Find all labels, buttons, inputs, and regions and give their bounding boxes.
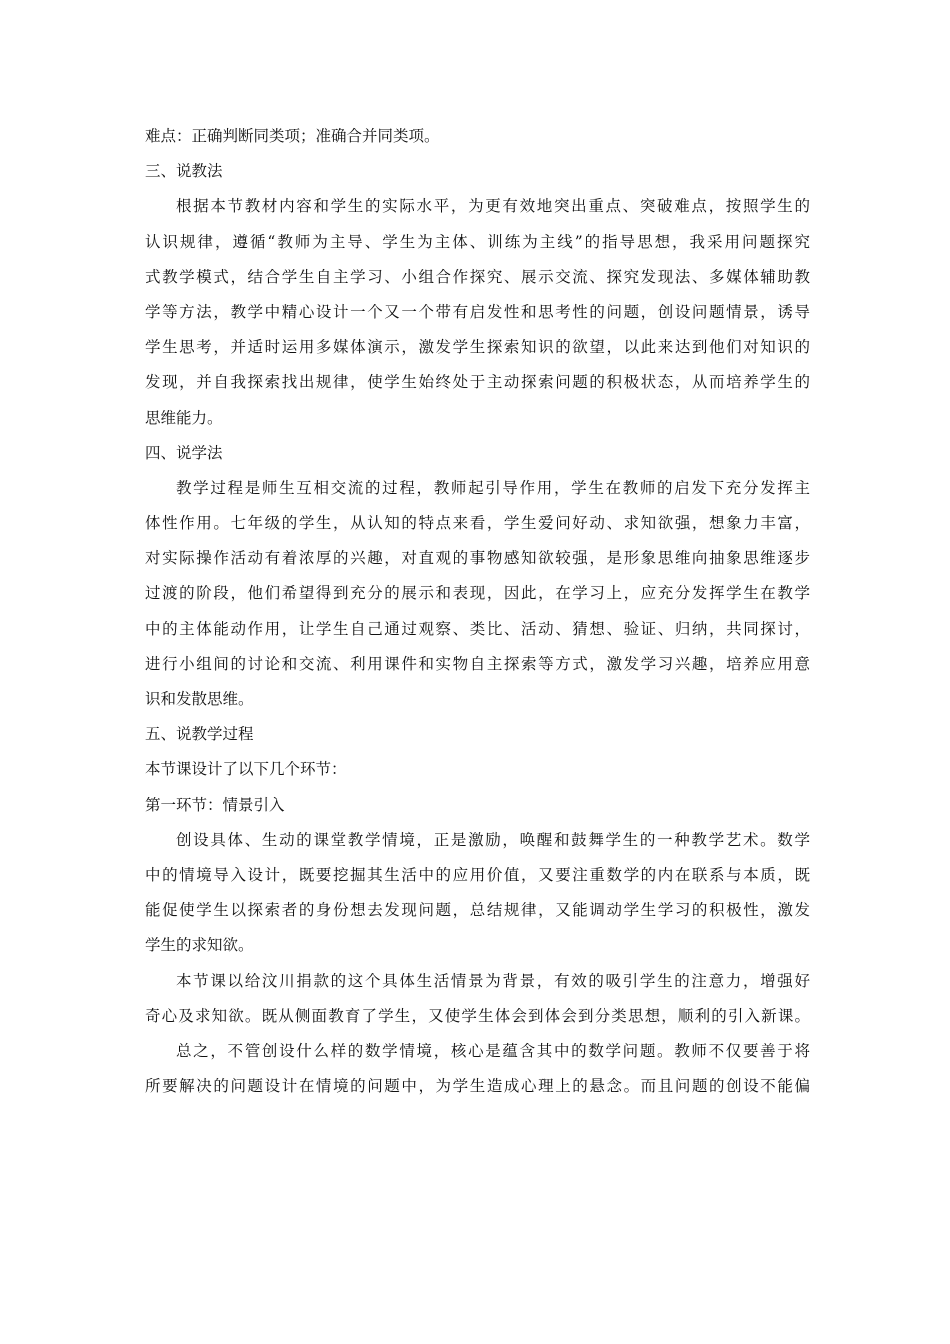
- text-line: 能促使学生以探索者的身份想去发现问题，总结规律，又能调动学生学习的积极性，激发: [145, 901, 810, 920]
- text-line: 教学过程是师生互相交流的过程，教师起引导作用，学生在教师的启发下充分发挥主: [176, 478, 810, 497]
- text-line: 发现，并自我探索找出规律，使学生始终处于主动探索问题的积极状态，从而培养学生的: [145, 373, 810, 392]
- text-line: 根据本节教材内容和学生的实际水平，为更有效地突出重点、突破难点，按照学生的: [176, 197, 810, 216]
- text-line: 创设具体、生动的课堂教学情境，正是激励，唤醒和鼓舞学生的一种教学艺术。数学: [176, 830, 810, 849]
- text-line: 中的主体能动作用，让学生自己通过观察、类比、活动、猜想、验证、归纳，共同探讨，: [145, 619, 810, 638]
- section-heading: 四、说学法: [145, 443, 223, 462]
- text-line: 式教学模式，结合学生自主学习、小组合作探究、展示交流、探究发现法、多媒体辅助教: [145, 267, 810, 286]
- text-line: 本节课以给汶川捐款的这个具体生活情景为背景，有效的吸引学生的注意力，增强好: [176, 971, 810, 990]
- text-line: 体性作用。七年级的学生，从认知的特点来看，学生爱问好动、求知欲强，想象力丰富，: [145, 514, 810, 533]
- text-line: 学生的求知欲。: [145, 936, 254, 955]
- text-line: 思维能力。: [145, 408, 223, 427]
- text-line: 进行小组间的讨论和交流、利用课件和实物自主探索等方式，激发学习兴趣，培养应用意: [145, 654, 810, 673]
- document-body: [145, 119, 810, 1104]
- text-line: 识和发散思维。: [145, 690, 254, 708]
- section-heading: 三、说教法: [145, 162, 223, 181]
- text-line: 对实际操作活动有着浓厚的兴趣，对直观的事物感知欲较强，是形象思维向抽象思维逐步: [145, 549, 810, 568]
- text-line: 总之，不管创设什么样的数学情境，核心是蕴含其中的数学问题。教师不仅要善于将: [176, 1041, 810, 1060]
- text-line: 所要解决的问题设计在情境的问题中，为学生造成心理上的悬念。而且问题的创设不能偏: [145, 1077, 810, 1096]
- text-line: 学等方法，教学中精心设计一个又一个带有启发性和思考性的问题，创设问题情景，诱导: [145, 302, 810, 321]
- text-line: 过渡的阶段，他们希望得到充分的展示和表现，因此，在学习上，应充分发挥学生在教学: [145, 584, 810, 603]
- section-heading: 五、说教学过程: [145, 725, 254, 744]
- text-line: 奇心及求知欲。既从侧面教育了学生，又使学生体会到体会到分类思想，顺利的引入新课。: [145, 1006, 810, 1025]
- subsection-heading: 第一环节：情景引入: [145, 795, 285, 814]
- text-line: 学生思考，并适时运用多媒体演示，激发学生探索知识的欲望，以此来达到他们对知识的: [145, 338, 810, 357]
- text-line: 中的情境导入设计，既要挖掘其生活中的应用价值，又要注重数学的内在联系与本质，既: [145, 865, 810, 884]
- text-line: 本节课设计了以下几个环节：: [145, 760, 347, 779]
- text-line: 认识规律，遵循“教师为主导、学生为主体、训练为主线”的指导思想，我采用问题探究: [145, 232, 810, 251]
- text-line: 难点：正确判断同类项；准确合并同类项。: [145, 127, 440, 145]
